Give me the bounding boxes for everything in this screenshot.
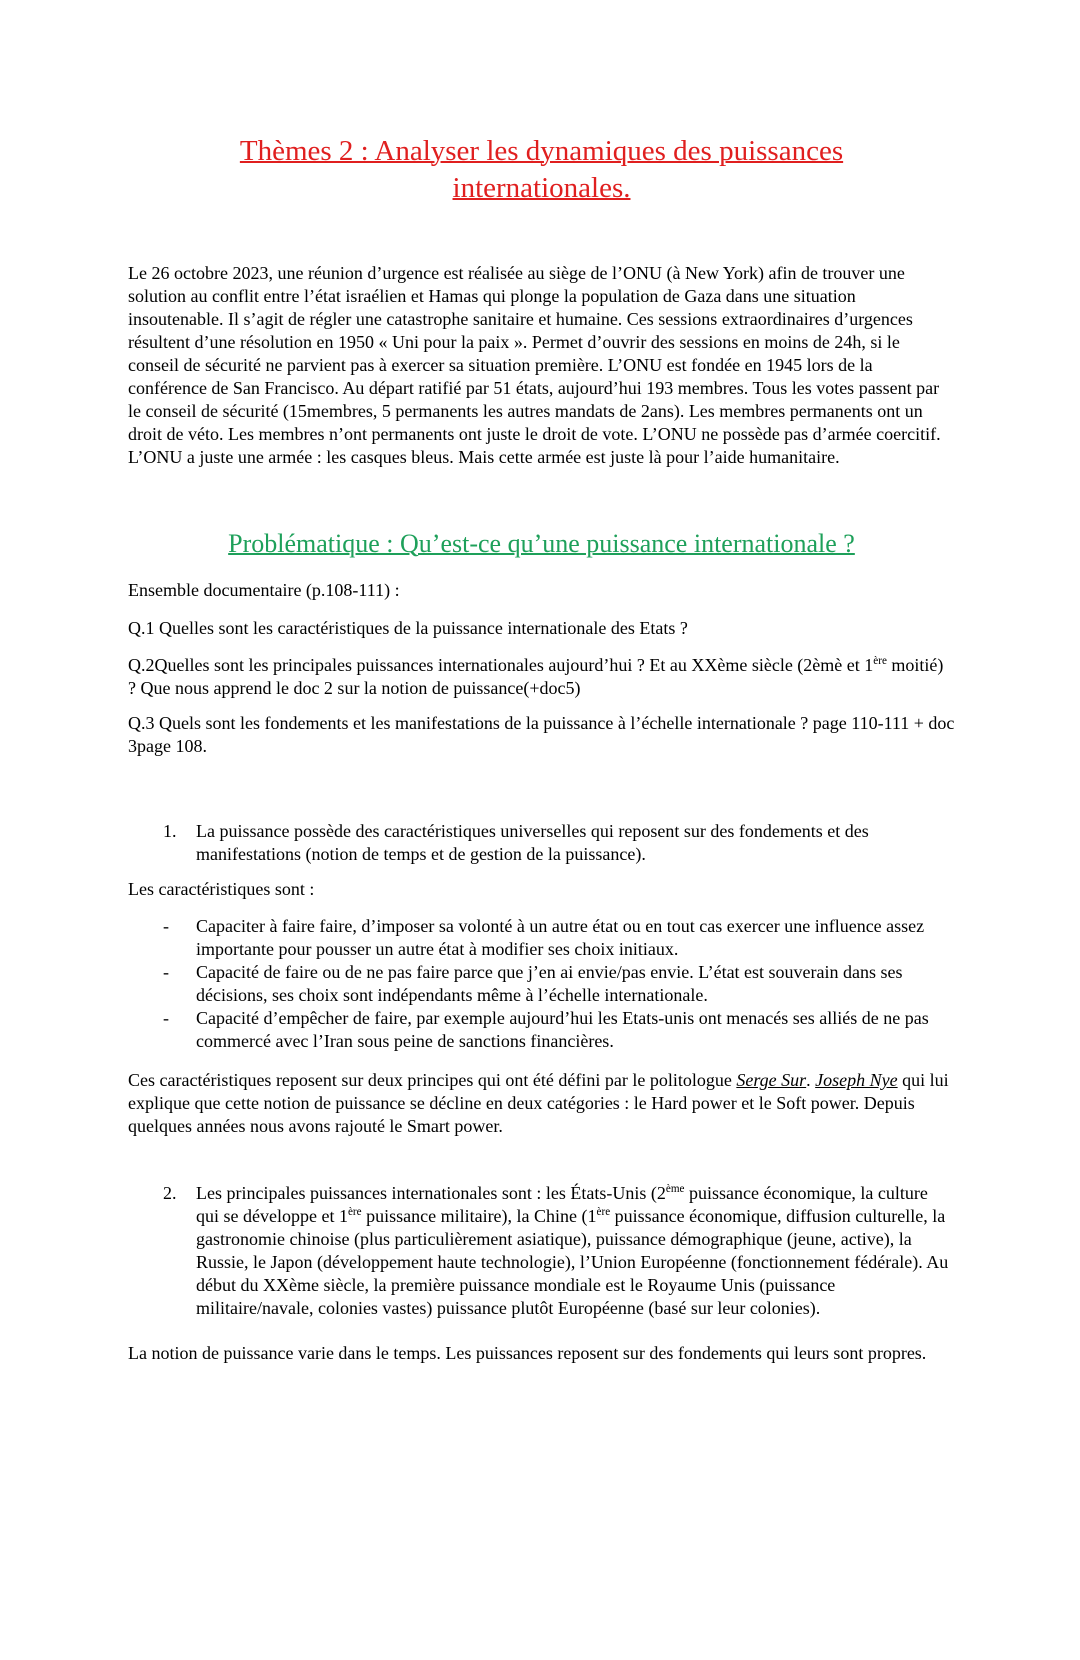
item-2-seg4: puissance économique, diffusion culturelle, la gastronomie chinoise (plus particulièrement asiatique), puissance démographique (jeune, active), la Russie, le Japon (développement haute technologie), l’Union Européenne (fonctionnement fédérale). Au début du XXème siècle, la première puissance mondiale est le Royaume Unis (puissance militaire/navale, colonies vastes) puissance plutôt Européenne (basé sur leur colonies).: [196, 1206, 949, 1318]
dash-item-2: [128, 961, 955, 1007]
ensemble-documentaire-line: Ensemble documentaire (p.108-111) :: [128, 580, 400, 600]
item-2-seg3: puissance militaire), la Chine (1: [361, 1206, 597, 1226]
dash-list: [128, 915, 955, 1053]
item-2-text: [196, 1182, 955, 1320]
item-2-sup2: ère: [347, 1206, 362, 1218]
question-3: Q.3 Quels sont les fondements et les manifestations de la puissance à l’échelle internationale ? page 110-111 + doc 3page 108.: [128, 713, 955, 756]
principles-text: Ces caractéristiques reposent sur deux principes qui ont été défini par le politologue: [128, 1070, 737, 1090]
principles-text-end: qui lui explique que cette notion de puissance se décline en deux catégories : le Hard power et le Soft power. Depuis quelques années nous avons rajouté le Smart power.: [128, 1070, 949, 1136]
dash-marker: -: [163, 962, 169, 982]
dash-item-3: [128, 1007, 955, 1053]
item-2-seg1: Les principales puissances internationales sont : les États-Unis (2: [196, 1183, 666, 1203]
item-2-sup3: ère: [596, 1206, 611, 1218]
numbered-item-1: [128, 820, 955, 866]
dash-marker: -: [163, 916, 169, 936]
question-1: Q.1 Quelles sont les caractéristiques de la puissance internationale des Etats ?: [128, 618, 688, 638]
intro-paragraph: Le 26 octobre 2023, une réunion d’urgence est réalisée au siège de l’ONU (à New York) afin de trouver une solution au conflit entre l’état israélien et Hamas qui plonge la population de Gaza dans une situation insoutenable. Il s’agit de régler une catastrophe sanitaire et humaine. Ces sessions extraordinaires d’urgences résultent d’une résolution en 1950 « Uni pour la paix ». Permet d’ouvrir des sessions en moins de 24h, si le conseil de sécurité ne parvient pas à exercer sa situation première. L’ONU est fondée en 1945 lors de la conférence de San Francisco. Au départ ratifié par 51 états, aujourd’hui 193 membres. Tous les votes passent par le conseil de sécurité (15membres, 5 permanents les autres mandats de 2ans). Les membres permanents ont un droit de véto. Les membres n’ont permanents ont juste le droit de vote. L’ONU ne possède pas d’armée coercitif. L’ONU a juste une armée : les casques bleus. Mais cette armée est juste là pour l’aide humanitaire.: [128, 263, 941, 467]
problematique-heading: Problématique : Qu’est-ce qu’une puissance internationale ?: [228, 529, 855, 558]
document-page: [0, 133, 1080, 1365]
item-2-sup1: ème: [665, 1183, 685, 1195]
author-name-joseph-nye: Joseph Nye: [815, 1070, 898, 1090]
document-title: Thèmes 2 : Analyser les dynamiques des puissances internationales.: [239, 135, 844, 204]
author-name-serge-sur: Serge Sur: [736, 1070, 807, 1090]
numbered-item-2: [128, 1182, 955, 1320]
question-2-superscript: ère: [873, 655, 887, 667]
item-1-number: 1.: [163, 821, 177, 841]
closing-line: La notion de puissance varie dans le temps. Les puissances reposent sur des fondements qui leurs sont propres.: [128, 1343, 927, 1363]
item-2-seg2: puissance économique, la culture qui se développe et 1: [196, 1183, 928, 1226]
question-2-text: Q.2Quelles sont les principales puissances internationales aujourd’hui ? Et au XXème siècle (2èmè et 1: [128, 655, 874, 675]
dash-marker: -: [163, 1008, 169, 1028]
caracteristiques-line: Les caractéristiques sont :: [128, 879, 315, 899]
principles-separator: .: [806, 1070, 816, 1090]
dash-item-1: [128, 915, 955, 961]
question-2: [128, 654, 955, 700]
principles-paragraph: [128, 1069, 955, 1138]
dash-item-1-text: Capaciter à faire faire, d’imposer sa volonté à un autre état ou en tout cas exercer une influence assez importante pour pousser un autre état à modifier ses choix initiaux.: [196, 916, 925, 959]
dash-item-3-text: Capacité d’empêcher de faire, par exemple aujourd’hui les Etats-unis ont menacés ses alliés de ne pas commercé avec l’Iran sous peine de sanctions financières.: [196, 1008, 929, 1051]
question-2-text-end: moitié) ? Que nous apprend le doc 2 sur la notion de puissance(+doc5): [128, 655, 944, 698]
dash-item-2-text: Capacité de faire ou de ne pas faire parce que j’en ai envie/pas envie. L’état est souverain dans ses décisions, ses choix sont indépendants même à l’échelle internationale.: [196, 962, 903, 1005]
item-1-text: La puissance possède des caractéristiques universelles qui reposent sur des fondements et des manifestations (notion de temps et de gestion de la puissance).: [196, 821, 869, 864]
item-2-number: 2.: [163, 1183, 177, 1203]
